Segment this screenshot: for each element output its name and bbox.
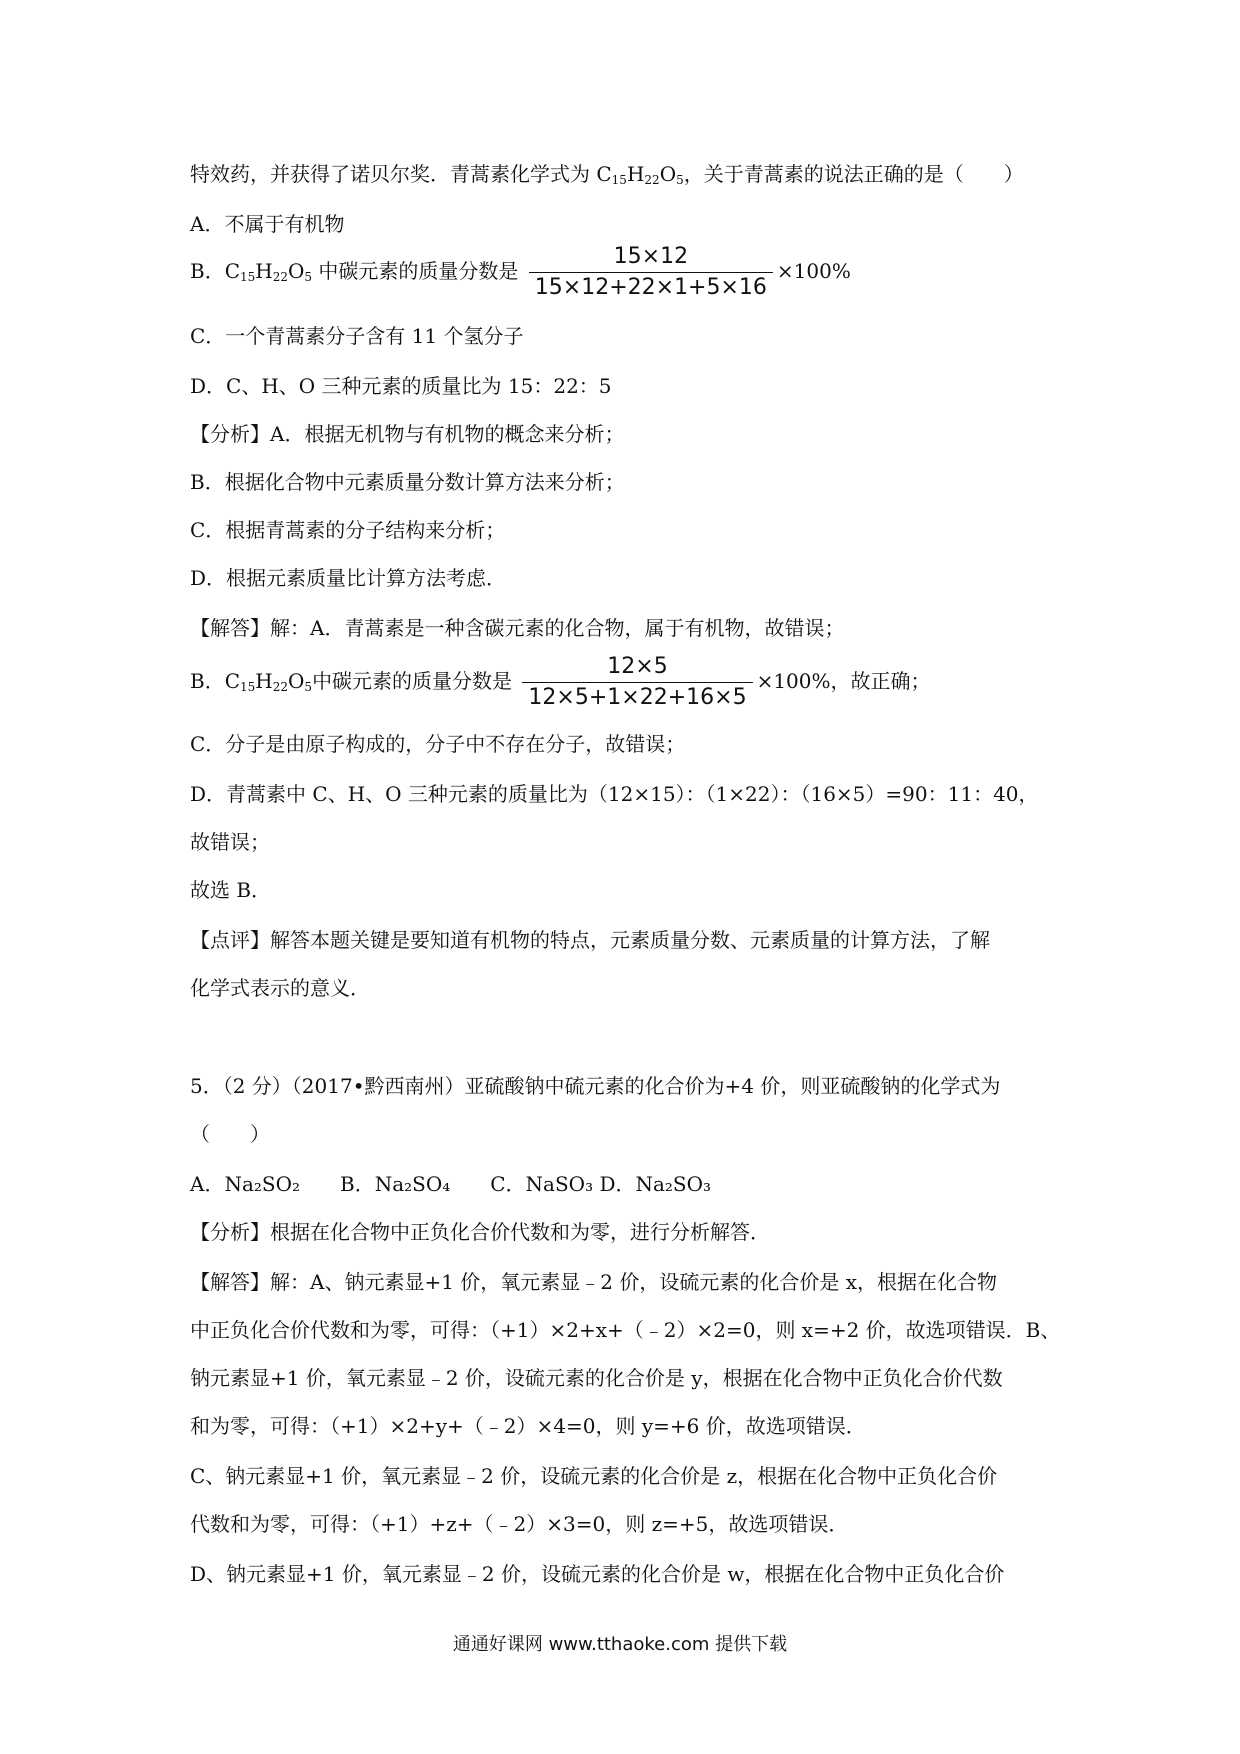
q4-comment-2: 化学式表示的意义． (190, 976, 370, 1000)
q5-answer-1: 【解答】解：A、钠元素显+1 价，氧元素显﹣2 价，设硫元素的化合价是 x，根据在化合物 (190, 1270, 998, 1294)
q4-option-b: B．$C_{15}H_{22}O_5$ 中碳元素的质量分数是 $\frac{15\times 12}{15\times 12+22\times 1+5\times 16}$ ×100% (190, 244, 851, 300)
fraction: $\frac{15\times 12}{15\times 12+22\times 1+5\times 16}$ (529, 244, 773, 301)
q4-analysis-3: C．根据青蒿素的分子结构来分析； (190, 518, 506, 542)
page-footer: 通通好课网 www.tthaoke.com 提供下载 (452, 1634, 788, 1655)
q5-answer-6: 代数和为零，可得：（+1）+z+（﹣2）×3=0，则 z=+5，故选项错误． (190, 1512, 849, 1536)
fraction: $\frac{12\times 5}{12\times 5+1\times 22+16\times 5}$ (522, 654, 752, 711)
q5-options: A．Na₂SO₂ B．Na₂SO₄ C．NaSO₃ D．Na₂SO₃ (190, 1172, 712, 1196)
q4-answer-1: 【解答】解：A．青蒿素是一种含碳元素的化合物，属于有机物，故错误； (190, 616, 845, 640)
q4-option-d: D．C、H、O 三种元素的质量比为 15：22：5 (190, 374, 612, 398)
q4-analysis-4: D．根据元素质量比计算方法考虑． (190, 566, 507, 590)
q4-answer-5: 故错误； (190, 830, 270, 854)
q5-stem-2: （ ） (190, 1122, 270, 1146)
q5-analysis: 【分析】根据在化合物中正负化合价代数和为零，进行分析解答． (190, 1220, 770, 1244)
q4-comment-1: 【点评】解答本题关键是要知道有机物的特点，元素质量分数、元素质量的计算方法，了解 (190, 928, 990, 952)
q5-answer-7: D、钠元素显+1 价，氧元素显﹣2 价，设硫元素的化合价是 w，根据在化合物中正负化合价 (190, 1562, 1005, 1586)
q4-stem: 特效药，并获得了诺贝尔奖．青蒿素化学式为 $C_{15}H_{22}O_5$，关于青蒿素的说法正确的是（ ） (190, 162, 1024, 187)
q4-analysis-2: B．根据化合物中元素质量分数计算方法来分析； (190, 470, 625, 494)
q5-answer-5: C、钠元素显+1 价，氧元素显﹣2 价，设硫元素的化合价是 z，根据在化合物中正负化合价 (190, 1464, 998, 1488)
q4-option-a: A．不属于有机物 (190, 212, 345, 236)
q5-stem-1: 5．（2 分）（2017•黔西南州）亚硫酸钠中硫元素的化合价为+4 价，则亚硫酸钠的化学式为 (190, 1074, 1001, 1098)
q5-answer-2: 中正负化合价代数和为零，可得：（+1）×2+x+（﹣2）×2=0，则 x=+2 价，故选项错误．B、 (190, 1318, 1061, 1342)
q4-answer-2: B．$C_{15}H_{22}O_5$中碳元素的质量分数是 $\frac{12\times 5}{12\times 5+1\times 22+16\times 5}$ ×100%，故正确； (190, 654, 931, 710)
q4-answer-6: 故选 B． (190, 878, 272, 902)
q4-answer-3: C．分子是由原子构成的，分子中不存在分子，故错误； (190, 732, 686, 756)
q4-analysis-1: 【分析】A．根据无机物与有机物的概念来分析； (190, 422, 625, 446)
q4-option-c: C．一个青蒿素分子含有 11 个氢分子 (190, 324, 524, 348)
q5-answer-4: 和为零，可得：（+1）×2+y+（﹣2）×4=0，则 y=+6 价，故选项错误． (190, 1414, 866, 1438)
q4-answer-4: D．青蒿素中 C、H、O 三种元素的质量比为（12×15）：（1×22）：（16×5）=90：11：40， (190, 782, 1039, 806)
q5-answer-3: 钠元素显+1 价，氧元素显﹣2 价，设硫元素的化合价是 y，根据在化合物中正负化合价代数 (190, 1366, 1003, 1390)
